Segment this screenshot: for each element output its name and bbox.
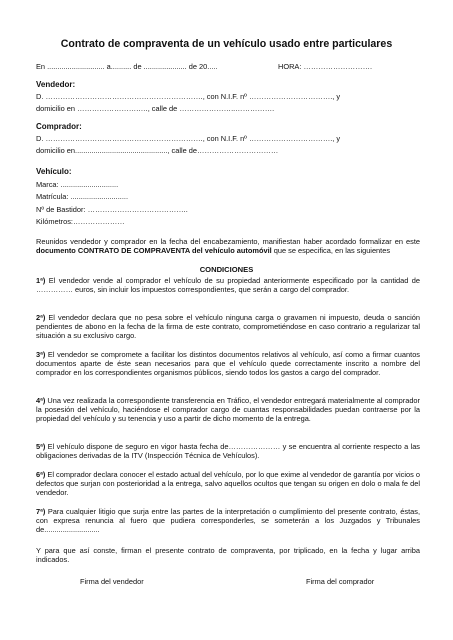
- clause-number: 2ª): [36, 313, 46, 322]
- comprador-heading: Comprador:: [36, 122, 82, 131]
- clause-1: [36, 276, 420, 294]
- vendedor-line-1: D. ………………………………………………………., con N.I.F. nº ……………………………., y: [36, 92, 341, 101]
- intro-paragraph: [36, 237, 420, 255]
- firma-vendedor-label: Firma del vendedor: [80, 577, 144, 586]
- clause-text: Una vez realizada la correspondiente transferencia en Tráfico, el vendedor entregará materialmente al comprador la posesión del vehículo, haciéndose el comprador cargo de cuantas responsabilidades puedan contraerse por la propiedad del vehículo y su tenencia y uso a partir de dicho momento de la entrega.: [36, 396, 420, 424]
- clause-4: [36, 396, 420, 424]
- clause-number: 6ª): [36, 470, 46, 479]
- clause-3: [36, 350, 420, 378]
- clause-2: [36, 313, 420, 341]
- clause-number: 4ª): [36, 396, 46, 405]
- vehiculo-heading: Vehículo:: [36, 167, 72, 176]
- clause-number: 1ª): [36, 276, 46, 285]
- clause-text: Para cualquier litigio que surja entre las partes de la interpretación o cumplimiento del presente contrato, éstas, con expresa renuncia al fuero que pudiera corresponderles, se someterán a los Juzgados y Tribunales de...........................: [36, 507, 420, 535]
- vehiculo-bastidor: Nº de Bastidor: …………………………………..: [36, 205, 188, 214]
- firma-comprador-label: Firma del comprador: [306, 577, 375, 586]
- intro-bold: documento CONTRATO DE COMPRAVENTA del vehículo automóvil: [36, 246, 272, 256]
- vendedor-heading: Vendedor:: [36, 80, 76, 89]
- vehiculo-kilometros: Kilómetros:…………………: [36, 217, 125, 226]
- clause-number: 5ª): [36, 442, 46, 451]
- clause-text: El vehículo dispone de seguro en vigor hasta fecha de………………… y se encuentra al corriente respecto a las obligaciones derivadas de la ITV (Inspección Técnica de Vehículos).: [36, 442, 420, 461]
- clause-text: El vendedor vende al comprador el vehículo de su propiedad anteriormente especificado por la cantidad de …………… euros, sin incluir los impuestos correspondientes, que serán a cargo del comprador.: [36, 276, 420, 295]
- comprador-line-1: D. ………………………………………………………., con N.I.F. nº ……………………………., y: [36, 134, 341, 143]
- comprador-line-2: domicilio en............................................., calle de……………………………: [36, 146, 279, 155]
- clause-number: 3ª): [36, 350, 46, 359]
- vehiculo-marca: Marca: ............................: [36, 180, 119, 189]
- clause-6: [36, 470, 420, 498]
- intro-text-1: Reunidos vendedor y comprador en la fecha del encabezamiento, manifiestan haber acordado formalizar en este: [36, 237, 420, 246]
- clause-text: El vendedor declara que no pesa sobre el vehículo ninguna carga o gravamen ni impuesto, deuda o sanción pendientes de abono en la fecha de la firma de este contrato, comprometiéndose en caso contrario a regularizar tal situación a su exclusivo cargo.: [36, 313, 420, 341]
- hora-line: HORA: ……………………….: [278, 62, 373, 71]
- condiciones-heading: CONDICIONES: [199, 265, 254, 274]
- clause-text: El comprador declara conocer el estado actual del vehículo, por lo que exime al vendedor de garantía por vicios o defectos que surjan con posterioridad a la entrega, salvo aquellos ocultos que tengan su origen en dolo o mala fe del vendedor.: [36, 470, 420, 498]
- place-date-line: En ............................ a.......... de ..................... de 20.....: [36, 62, 218, 71]
- page-title: Contrato de compraventa de un vehículo usado entre particulares: [60, 38, 393, 50]
- clause-number: 7ª): [36, 507, 46, 516]
- closing-paragraph: Y para que así conste, firman el presente contrato de compraventa, por triplicado, en la fecha y lugar arriba indicados.: [36, 546, 420, 565]
- clause-5: [36, 442, 420, 460]
- intro-text-2: que se especifica, en las siguientes: [271, 246, 391, 256]
- clause-text: El vendedor se compromete a facilitar los distintos documentos relativos al vehículo, así como a firmar cuantos documentos aparte de éste sean necesarios para que el vehículo quede correctamente inscrito a nombre del comprador en los correspondientes organismos públicos, siendo todos los gastos a cargo del comprador.: [36, 350, 420, 378]
- vendedor-line-2: domicilio en …………………….…., calle de …………………..…………….: [36, 104, 275, 113]
- vehiculo-matricula: Matrícula: ............................: [36, 192, 128, 201]
- clause-7: [36, 507, 420, 535]
